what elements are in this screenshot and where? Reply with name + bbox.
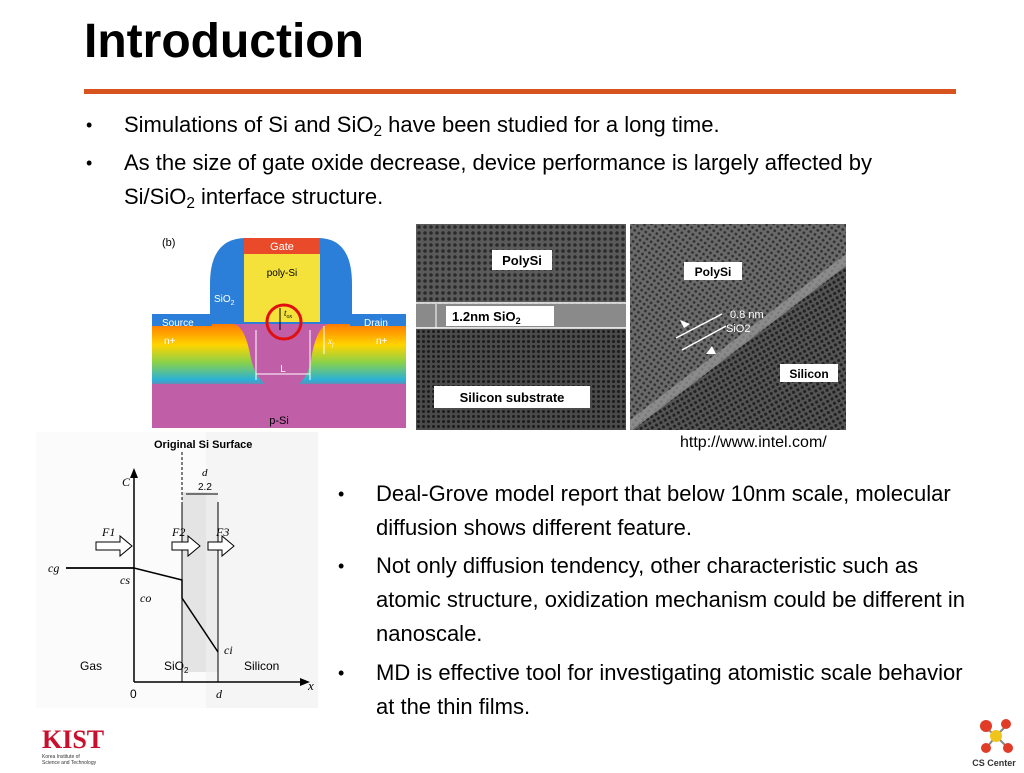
bullet-dot: • bbox=[86, 153, 93, 173]
bullet-top-1 bbox=[86, 108, 720, 142]
x-axis-label: x bbox=[308, 678, 314, 693]
n-plus-left-label: n+ bbox=[164, 336, 176, 347]
f1-label: F1 bbox=[102, 525, 116, 539]
d-value: 2.2 bbox=[198, 482, 212, 493]
bullet-dot: • bbox=[86, 115, 93, 135]
poly-si-label: poly-Si bbox=[266, 268, 298, 279]
source-url: http://www.intel.com/ bbox=[680, 434, 827, 451]
title-underline bbox=[84, 89, 956, 94]
kist-subtitle-2: Science and Technology bbox=[42, 760, 97, 766]
kist-subtitle-1: Korea Institute of bbox=[42, 754, 80, 760]
xj-label: $x_j$ bbox=[328, 336, 334, 348]
bullet-bottom-1 bbox=[338, 477, 966, 545]
d-axis-label: d bbox=[216, 687, 222, 701]
co-label: co bbox=[140, 591, 152, 605]
tem-1-svg bbox=[416, 224, 626, 430]
f2-label: F2 bbox=[172, 525, 186, 539]
bullet-text: Deal-Grove model report that below 10nm scale, molecular diffusion shows different feature. bbox=[376, 481, 951, 540]
c-axis-label: C bbox=[121, 475, 130, 489]
sio2-label: SiO$_2$ bbox=[164, 659, 189, 675]
f3-label: F3 bbox=[216, 525, 230, 539]
mosfet-cross-section-figure bbox=[152, 224, 406, 428]
cs-center-text: CS Center bbox=[972, 758, 1016, 768]
tem-image-1-2nm bbox=[416, 224, 626, 430]
thickness-label: 0.8 nm bbox=[730, 309, 764, 321]
gate-label: Gate bbox=[270, 241, 294, 253]
n-plus-right-label: n+ bbox=[376, 336, 388, 347]
origin-label: 0 bbox=[130, 687, 137, 701]
bullet-text: interface structure. bbox=[194, 184, 384, 209]
drain-label: Drain bbox=[364, 318, 388, 329]
bullet-dot: • bbox=[338, 556, 345, 576]
sio2-label: SiO2 bbox=[726, 323, 751, 335]
bullet-text: Not only diffusion tendency, other characteristic such as atomic structure, oxidization mechanism could be different in nanoscale. bbox=[376, 553, 965, 646]
panel-label: (b) bbox=[162, 237, 176, 249]
polysi-label: PolySi bbox=[694, 265, 732, 279]
bullet-bottom-2 bbox=[338, 549, 966, 651]
cg-label: cg bbox=[48, 561, 60, 575]
ci-label: ci bbox=[224, 643, 233, 657]
bullet-dot: • bbox=[338, 663, 345, 683]
tem-image-0-8nm bbox=[630, 224, 846, 430]
silicon-label: Silicon bbox=[244, 659, 280, 673]
bullet-top-2 bbox=[86, 146, 884, 214]
bullet-text: MD is effective tool for investigating atomistic scale behavior at the thin films. bbox=[376, 660, 963, 719]
mosfet-diagram bbox=[152, 224, 406, 428]
d-label: d bbox=[202, 467, 208, 479]
kist-logo bbox=[38, 718, 118, 766]
diffusion-header: Original Si Surface bbox=[154, 439, 253, 451]
cs-center-logo bbox=[966, 714, 1022, 768]
bullet-text: have been studied for a long time. bbox=[382, 112, 720, 137]
kist-logo-text: KIST bbox=[42, 725, 105, 754]
substrate-label: Silicon substrate bbox=[459, 390, 565, 405]
tox-label: $t_{ox}$ bbox=[284, 308, 293, 320]
cs-label: cs bbox=[120, 573, 130, 587]
silicon-label: Silicon bbox=[789, 367, 829, 381]
bullet-sub: 2 bbox=[373, 122, 383, 140]
source-label: Source bbox=[162, 318, 194, 329]
polysi-label: PolySi bbox=[502, 253, 542, 268]
kist-logo-svg bbox=[38, 718, 118, 766]
bullet-bottom-3 bbox=[338, 656, 966, 724]
cs-center-logo-svg bbox=[966, 714, 1022, 768]
diffusion-svg bbox=[36, 432, 318, 708]
gas-label: Gas bbox=[80, 659, 103, 673]
deal-grove-diffusion-figure bbox=[36, 432, 318, 708]
sio2-label: SiO$_2$ bbox=[214, 294, 235, 307]
channel-length-label: L bbox=[280, 364, 286, 375]
oxide-label: 1.2nm SiO$_2$ bbox=[452, 309, 521, 326]
bullet-text: As the size of gate oxide decrease, device performance is largely affected by Si/SiO bbox=[124, 150, 873, 209]
slide-title: Introduction bbox=[84, 15, 364, 68]
tem-2-svg bbox=[630, 224, 846, 430]
bullet-text: Simulations of Si and SiO bbox=[124, 112, 374, 137]
bullet-dot: • bbox=[338, 484, 345, 504]
bullet-sub: 2 bbox=[186, 194, 195, 212]
p-si-label: p-Si bbox=[269, 415, 289, 427]
